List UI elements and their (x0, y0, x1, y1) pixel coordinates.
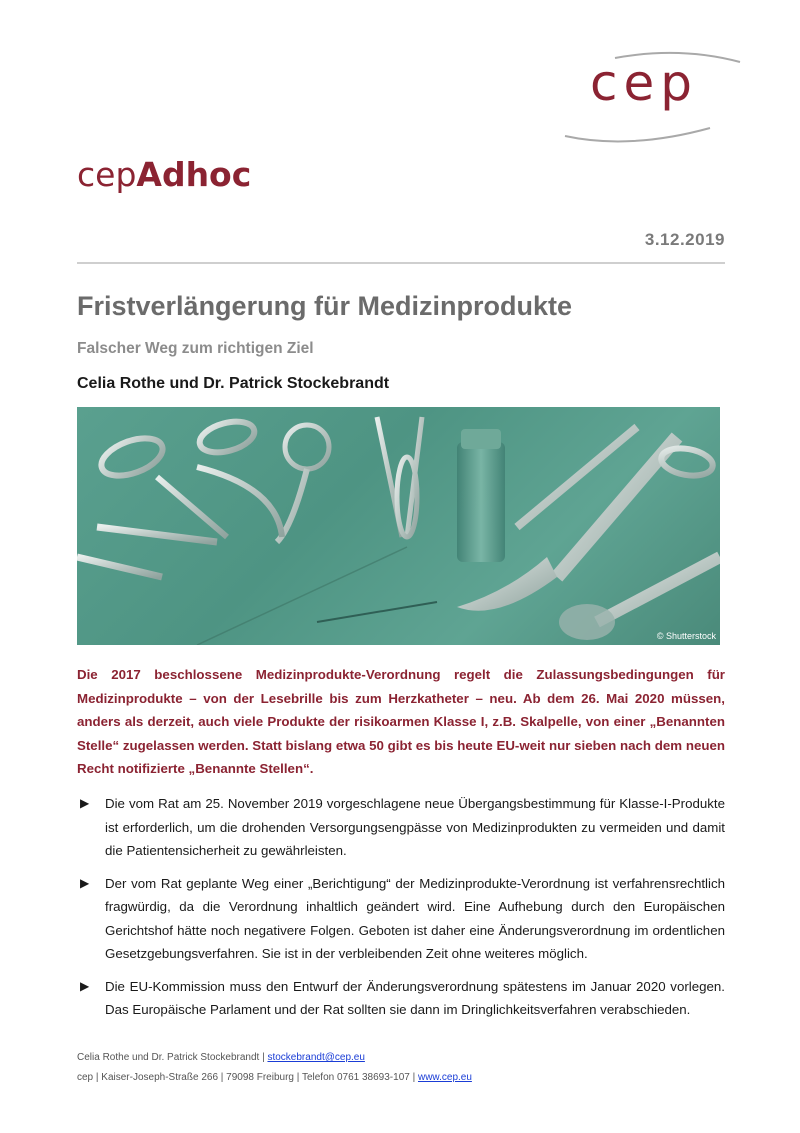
hero-image-surgical-instruments (77, 407, 720, 645)
footer-address-line (77, 1072, 472, 1083)
page-subtitle: Falscher Weg zum richtigen Ziel (77, 340, 314, 357)
surgical-instruments-illustration (77, 407, 720, 645)
footer-address: cep | Kaiser-Joseph-Straße 266 | 79098 Freiburg | Telefon 0761 38693-107 | (77, 1072, 418, 1083)
key-point-1 (77, 792, 725, 863)
authors: Celia Rothe und Dr. Patrick Stockebrandt (77, 375, 390, 392)
triangle-bullet-icon: ▶ (80, 875, 90, 890)
website-link[interactable]: www.cep.eu (417, 1072, 472, 1083)
triangle-bullet-icon: ▶ (80, 796, 90, 810)
key-point-text: Die vom Rat am 25. November 2019 vorgeschlagene neue Übergangsbestimmung für Klasse-I-Produkte ist erforderlich, um die drohenden Versorgungsengpässe von Medizinprodukten zu vermeiden und damit die Patientensicherheit zu gewährleisten. (105, 796, 725, 858)
triangle-bullet-icon: ▶ (80, 978, 90, 993)
publication-date: 3.12.2019 (644, 230, 725, 249)
series-title (77, 155, 252, 194)
intro-paragraph: Die 2017 beschlossene Medizinprodukte-Verordnung regelt die Zulassungsbedingungen für Medizinprodukte – von der Lesebrille bis zum Herzkatheter – neu. Ab dem 26. Mai 2020 müssen, anders als derzeit, auch viele Produkte der risikoarmen Klasse I, z.B. Skalpelle, von einer „Benannten Stelle“ zugelassen werden. Statt bislang etwa 50 gibt es bis heute EU-weit nur sieben nach dem neuen Recht notifizierte „Benannte Stellen“. (77, 667, 725, 776)
logo-text: cep (590, 54, 698, 112)
footer-authors-line (77, 1052, 365, 1063)
key-point-text: Der vom Rat geplante Weg einer „Berichtigung“ der Medizinprodukte-Verordnung ist verfahrensrechtlich fragwürdig, da die Verordnung inhaltlich geändert wird. Eine Aufhebung durch den Europäischen Gerichtshof hätte noch negativere Folgen. Geboten ist daher eine Änderungsverordnung im ordentlichen Gesetzgebungsverfahren. Sie ist in der verbleibenden Zeit ohne weiteres möglich. (105, 875, 725, 961)
page-title: Fristverlängerung für Medizinprodukte (77, 291, 573, 321)
series-prefix: cep (77, 155, 137, 194)
footer-authors: Celia Rothe und Dr. Patrick Stockebrandt | (77, 1052, 268, 1063)
key-point-2 (77, 872, 725, 966)
author-email-link[interactable]: stockebrandt@cep.eu (267, 1052, 365, 1063)
key-points-list (77, 792, 725, 1031)
cep-logo (560, 50, 745, 150)
image-credit: © Shutterstock (656, 631, 716, 641)
key-point-text: Die EU-Kommission muss den Entwurf der Änderungsverordnung spätestens im Januar 2020 vorlegen. Das Europäische Parlament und der Rat sollten sie dann im Dringlichkeitsverfahren verabschieden. (105, 978, 725, 1017)
series-name: Adhoc (136, 155, 252, 194)
key-point-3 (77, 975, 725, 1022)
header-divider (77, 262, 725, 264)
